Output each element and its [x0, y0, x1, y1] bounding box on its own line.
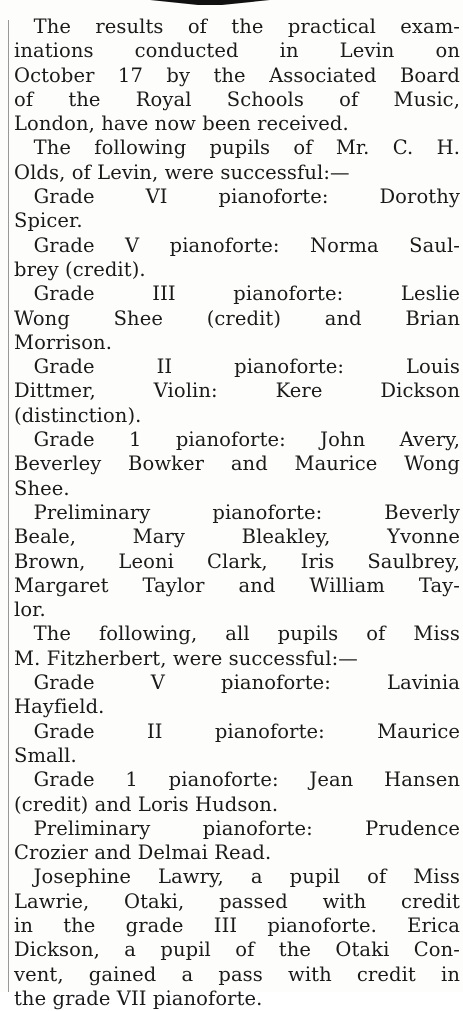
- text-line: Grade V pianoforte: Lavinia: [14, 671, 460, 695]
- text-line: The results of the practical exam-: [14, 15, 460, 38]
- paragraph: [14, 817, 460, 866]
- text-line: Spicer.: [14, 209, 83, 233]
- text-line: Josephine Lawry, a pupil of Miss: [14, 865, 460, 889]
- text-line: Grade 1 pianoforte: John Avery,: [14, 428, 460, 452]
- column-rule: [8, 20, 9, 992]
- text-line: the grade VII pianoforte.: [14, 986, 263, 1010]
- text-line: M. Fitzherbert, were successful:—: [14, 646, 358, 670]
- text-line: Dittmer, Violin: Kere Dickson: [14, 379, 460, 403]
- text-line: (credit) and Loris Hudson.: [14, 792, 279, 816]
- text-line: Grade II pianoforte: Maurice: [14, 719, 460, 743]
- article-body: [14, 15, 460, 1011]
- text-line: London, have now been received.: [14, 112, 349, 136]
- text-line: Dickson, a pupil of the Otaki Con-: [14, 938, 460, 962]
- text-line: Wong Shee (credit) and Brian: [14, 306, 460, 330]
- text-line: The following, all pupils of Miss: [14, 622, 460, 646]
- text-line: Preliminary pianoforte: Prudence: [14, 816, 460, 840]
- paragraph: [14, 428, 460, 501]
- paragraph: [14, 15, 460, 136]
- paragraph: [14, 622, 460, 671]
- text-line: vent, gained a pass with credit in: [14, 962, 460, 986]
- text-line: Preliminary pianoforte: Beverly: [14, 500, 460, 524]
- text-line: (distinction).: [14, 403, 142, 427]
- paragraph: [14, 768, 460, 817]
- text-line: Grade 1 pianoforte: Jean Hansen: [14, 768, 460, 792]
- text-line: The following pupils of Mr. C. H.: [14, 136, 460, 160]
- paragraph: [14, 355, 460, 428]
- text-line: brey (credit).: [14, 257, 146, 281]
- text-line: in the grade III pianoforte. Erica: [14, 913, 460, 937]
- text-line: Lawrie, Otaki, passed with credit: [14, 889, 460, 913]
- text-line: lor.: [14, 598, 46, 622]
- text-line: Grade III pianoforte: Leslie: [14, 282, 460, 306]
- text-line: Margaret Taylor and William Tay-: [14, 573, 460, 597]
- paragraph: [14, 501, 460, 622]
- paragraph: [14, 865, 460, 1011]
- paragraph: [14, 234, 460, 283]
- text-line: Olds, of Levin, were successful:—: [14, 160, 350, 184]
- text-line: Grade V pianoforte: Norma Saul-: [14, 233, 460, 257]
- text-line: Beverley Bowker and Maurice Wong: [14, 452, 460, 476]
- text-line: Small.: [14, 743, 77, 767]
- header-rule: [150, 0, 270, 5]
- text-line: Crozier and Delmai Read.: [14, 841, 272, 865]
- text-line: Brown, Leoni Clark, Iris Saulbrey,: [14, 549, 460, 573]
- paragraph: [14, 136, 460, 185]
- text-line: Beale, Mary Bleakley, Yvonne: [14, 525, 460, 549]
- paragraph: [14, 671, 460, 720]
- paragraph: [14, 720, 460, 769]
- text-line: Grade II pianoforte: Louis: [14, 355, 460, 379]
- text-line: inations conducted in Levin on: [14, 39, 460, 63]
- paragraph: [14, 282, 460, 355]
- text-line: Shee.: [14, 476, 70, 500]
- paragraph: [14, 185, 460, 234]
- text-line: October 17 by the Associated Board: [14, 63, 460, 87]
- text-line: Hayfield.: [14, 695, 105, 719]
- text-line: of the Royal Schools of Music,: [14, 87, 460, 111]
- text-line: Morrison.: [14, 330, 112, 354]
- text-line: Grade VI pianoforte: Dorothy: [14, 185, 460, 209]
